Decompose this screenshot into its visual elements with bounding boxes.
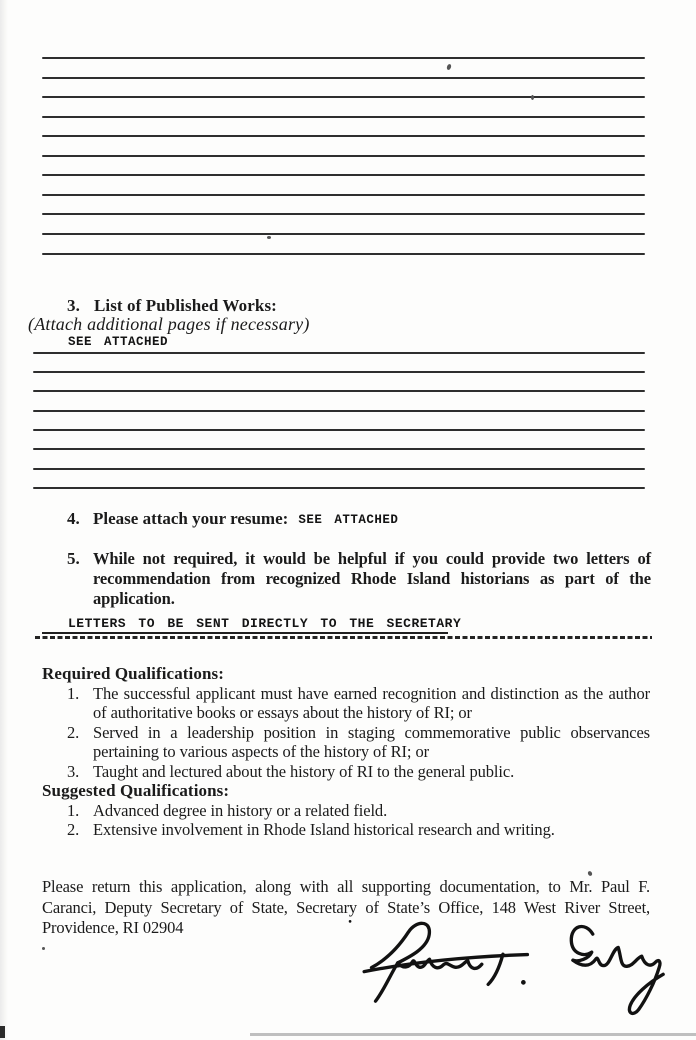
ruled-line — [33, 448, 645, 450]
scan-speck — [531, 95, 534, 100]
dashed-divider — [35, 636, 652, 639]
scan-speck — [267, 236, 271, 239]
scan-speck — [587, 870, 593, 876]
scan-edge-shading — [0, 0, 8, 1040]
ruled-line — [33, 468, 645, 470]
item5-text: While not required, it would be helpful if you could provide two letters of recommendation from recognized Rhode Island historians as part of the application. — [93, 549, 651, 608]
suggested-item-2-text: Extensive involvement in Rhode Island historical research and writing. — [93, 820, 555, 839]
required-item-1-number: 1. — [67, 683, 80, 703]
ruled-line — [33, 390, 645, 392]
item4-label: Please attach your resume: — [93, 509, 289, 528]
item4-number: 4. — [67, 509, 80, 528]
published-works-answer: SEE ATTACHED — [68, 335, 169, 349]
item4-row — [67, 509, 398, 529]
ruled-line — [33, 371, 645, 373]
scan-bottom-line — [250, 1033, 696, 1036]
ruled-line — [42, 116, 645, 118]
required-item-3 — [42, 762, 650, 782]
suggested-item-1-number: 1. — [67, 800, 80, 820]
ruled-line — [33, 352, 645, 354]
ruled-line — [42, 135, 645, 137]
required-item-2-text: Served in a leadership position in staging commemorative public observances pertaining to various aspects of the history of RI; or — [93, 722, 650, 761]
scan-speck — [42, 947, 45, 950]
required-item-1 — [42, 684, 650, 723]
signature-patrick-t-conley — [338, 916, 696, 1038]
section3-title: List of Published Works: — [93, 296, 277, 315]
required-item-2-number: 2. — [67, 722, 80, 742]
item5-paragraph — [67, 549, 651, 609]
ruled-line — [33, 429, 645, 431]
suggested-qualifications-heading: Suggested Qualifications: — [42, 781, 230, 800]
ruled-line — [42, 77, 645, 79]
attach-pages-note: (Attach additional pages if necessary) — [28, 314, 310, 334]
ruled-line — [42, 194, 645, 196]
ruled-line — [42, 174, 645, 176]
required-qualifications-heading: Required Qualifications: — [42, 664, 225, 683]
letters-note: LETTERS TO BE SENT DIRECTLY TO THE SECRETARY — [68, 616, 462, 631]
required-item-3-number: 3. — [67, 761, 80, 781]
resume-answer: SEE ATTACHED — [298, 513, 399, 527]
scan-corner-mark — [0, 1026, 5, 1038]
ruled-line — [33, 410, 645, 412]
ruled-line — [42, 155, 645, 157]
letters-underline — [42, 632, 448, 634]
return-instructions: Please return this application, along with all supporting documentation, to Mr. Paul F. Caranci, Deputy Secretary of State, Secretary of State’s Office, 148 West River Street, Providence, RI 02904 — [42, 877, 650, 937]
ruled-line — [42, 233, 645, 235]
suggested-item-2 — [42, 820, 650, 840]
scan-speck — [446, 63, 452, 70]
ruled-line — [33, 487, 645, 489]
suggested-item-2-number: 2. — [67, 820, 80, 839]
ruled-line — [42, 96, 645, 98]
suggested-item-1-text: Advanced degree in history or a related field. — [93, 800, 388, 820]
required-item-3-text: Taught and lectured about the history of RI to the general public. — [93, 761, 515, 781]
section3-number: 3. — [67, 296, 80, 315]
required-item-2 — [42, 723, 650, 762]
ruled-line — [42, 253, 645, 255]
ruled-line — [42, 213, 645, 215]
item5-number: 5. — [67, 549, 80, 568]
suggested-item-1 — [42, 801, 650, 821]
ruled-line — [42, 57, 645, 59]
signature-ink — [338, 916, 696, 1038]
section3-heading — [67, 296, 277, 316]
required-item-1-text: The successful applicant must have earned recognition and distinction as the author of authoritative books or essays about the history of RI; or — [93, 683, 650, 722]
qualifications-block — [42, 664, 650, 840]
